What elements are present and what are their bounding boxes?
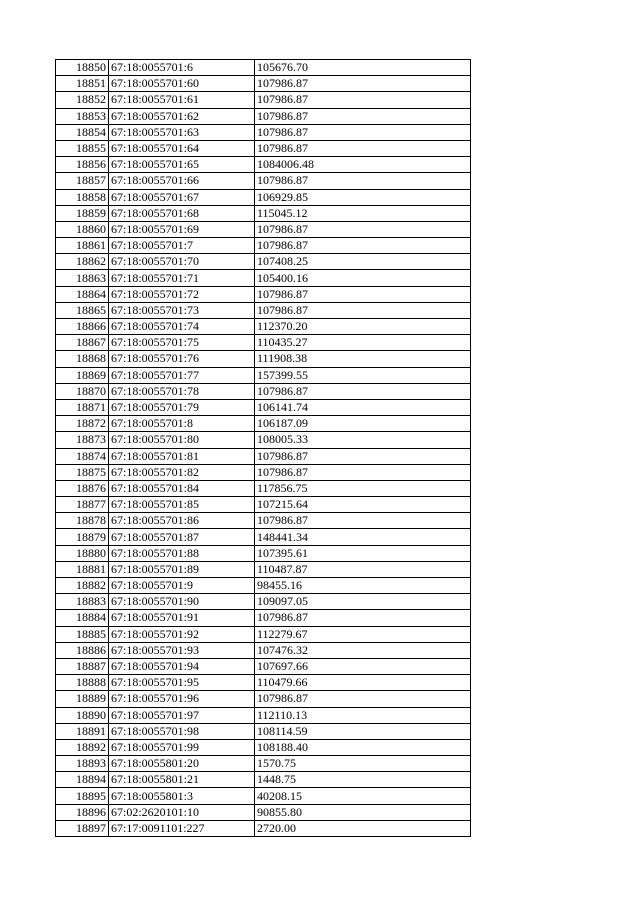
cadastral-value-cell: 110479.66 <box>255 675 471 691</box>
row-number-cell: 18864 <box>56 286 109 302</box>
row-number-cell: 18868 <box>56 351 109 367</box>
cadastral-number-cell: 67:18:0055801:20 <box>109 756 255 772</box>
cadastral-value-cell: 107986.87 <box>255 221 471 237</box>
row-number-cell: 18862 <box>56 254 109 270</box>
cadastral-number-cell: 67:18:0055701:72 <box>109 286 255 302</box>
cadastral-value-cell: 110435.27 <box>255 335 471 351</box>
cadastral-number-cell: 67:18:0055701:94 <box>109 658 255 674</box>
cadastral-value-cell: 148441.34 <box>255 529 471 545</box>
cadastral-number-cell: 67:18:0055701:64 <box>109 140 255 156</box>
cadastral-number-cell: 67:18:0055701:78 <box>109 383 255 399</box>
row-number-cell: 18872 <box>56 416 109 432</box>
table-row <box>56 270 471 286</box>
table-row <box>56 756 471 772</box>
table-row <box>56 92 471 108</box>
row-number-cell: 18877 <box>56 497 109 513</box>
cadastral-number-cell: 67:18:0055701:88 <box>109 545 255 561</box>
cadastral-value-cell: 106187.09 <box>255 416 471 432</box>
row-number-cell: 18879 <box>56 529 109 545</box>
table-row <box>56 723 471 739</box>
table-row <box>56 254 471 270</box>
cadastral-number-cell: 67:18:0055701:62 <box>109 108 255 124</box>
cadastral-number-cell: 67:18:0055701:79 <box>109 399 255 415</box>
cadastral-value-cell: 107395.61 <box>255 545 471 561</box>
table-row <box>56 448 471 464</box>
table-row <box>56 335 471 351</box>
cadastral-number-cell: 67:18:0055701:97 <box>109 707 255 723</box>
cadastral-value-cell: 98455.16 <box>255 578 471 594</box>
cadastral-value-cell: 1570.75 <box>255 756 471 772</box>
table-row <box>56 788 471 804</box>
cadastral-value-cell: 107986.87 <box>255 140 471 156</box>
cadastral-number-cell: 67:18:0055701:60 <box>109 76 255 92</box>
row-number-cell: 18857 <box>56 173 109 189</box>
cadastral-number-cell: 67:18:0055701:98 <box>109 723 255 739</box>
cadastral-number-cell: 67:18:0055701:80 <box>109 432 255 448</box>
row-number-cell: 18858 <box>56 189 109 205</box>
cadastral-number-cell: 67:18:0055701:76 <box>109 351 255 367</box>
row-number-cell: 18878 <box>56 513 109 529</box>
cadastral-value-cell: 157399.55 <box>255 367 471 383</box>
table-row <box>56 578 471 594</box>
table-row <box>56 464 471 480</box>
table-row <box>56 707 471 723</box>
row-number-cell: 18871 <box>56 399 109 415</box>
cadastral-value-cell: 107986.87 <box>255 76 471 92</box>
cadastral-number-cell: 67:18:0055801:3 <box>109 788 255 804</box>
row-number-cell: 18855 <box>56 140 109 156</box>
row-number-cell: 18896 <box>56 804 109 820</box>
table-row <box>56 675 471 691</box>
cadastral-value-cell: 107476.32 <box>255 642 471 658</box>
row-number-cell: 18859 <box>56 205 109 221</box>
cadastral-value-cell: 107986.87 <box>255 383 471 399</box>
cadastral-value-cell: 117856.75 <box>255 480 471 496</box>
cadastral-value-cell: 107986.87 <box>255 691 471 707</box>
row-number-cell: 18882 <box>56 578 109 594</box>
table-row <box>56 610 471 626</box>
cadastral-value-cell: 107986.87 <box>255 173 471 189</box>
table-row <box>56 529 471 545</box>
row-number-cell: 18873 <box>56 432 109 448</box>
row-number-cell: 18875 <box>56 464 109 480</box>
row-number-cell: 18880 <box>56 545 109 561</box>
cadastral-number-cell: 67:18:0055701:77 <box>109 367 255 383</box>
cadastral-number-cell: 67:18:0055701:84 <box>109 480 255 496</box>
table-row <box>56 416 471 432</box>
cadastral-number-cell: 67:18:0055701:89 <box>109 561 255 577</box>
cadastral-value-cell: 108005.33 <box>255 432 471 448</box>
table-row <box>56 173 471 189</box>
table-row <box>56 513 471 529</box>
table-row <box>56 60 471 76</box>
cadastral-number-cell: 67:18:0055701:9 <box>109 578 255 594</box>
cadastral-number-cell: 67:18:0055701:74 <box>109 319 255 335</box>
cadastral-value-cell: 107986.87 <box>255 302 471 318</box>
row-number-cell: 18893 <box>56 756 109 772</box>
row-number-cell: 18874 <box>56 448 109 464</box>
registry-table-body <box>56 60 471 837</box>
cadastral-number-cell: 67:18:0055701:92 <box>109 626 255 642</box>
cadastral-value-cell: 105400.16 <box>255 270 471 286</box>
table-row <box>56 383 471 399</box>
table-row <box>56 286 471 302</box>
cadastral-number-cell: 67:18:0055701:71 <box>109 270 255 286</box>
cadastral-number-cell: 67:18:0055801:21 <box>109 772 255 788</box>
cadastral-number-cell: 67:18:0055701:87 <box>109 529 255 545</box>
table-row <box>56 302 471 318</box>
cadastral-value-cell: 109097.05 <box>255 594 471 610</box>
row-number-cell: 18867 <box>56 335 109 351</box>
cadastral-value-cell: 111908.38 <box>255 351 471 367</box>
cadastral-value-cell: 40208.15 <box>255 788 471 804</box>
row-number-cell: 18885 <box>56 626 109 642</box>
cadastral-value-cell: 107215.64 <box>255 497 471 513</box>
table-row <box>56 140 471 156</box>
table-row <box>56 658 471 674</box>
row-number-cell: 18876 <box>56 480 109 496</box>
cadastral-number-cell: 67:18:0055701:90 <box>109 594 255 610</box>
cadastral-value-cell: 1084006.48 <box>255 157 471 173</box>
row-number-cell: 18891 <box>56 723 109 739</box>
cadastral-number-cell: 67:18:0055701:65 <box>109 157 255 173</box>
table-row <box>56 351 471 367</box>
table-row <box>56 205 471 221</box>
cadastral-value-cell: 107986.87 <box>255 92 471 108</box>
cadastral-value-cell: 107408.25 <box>255 254 471 270</box>
table-row <box>56 399 471 415</box>
cadastral-number-cell: 67:18:0055701:75 <box>109 335 255 351</box>
cadastral-value-cell: 90855.80 <box>255 804 471 820</box>
cadastral-value-cell: 112370.20 <box>255 319 471 335</box>
row-number-cell: 18856 <box>56 157 109 173</box>
row-number-cell: 18863 <box>56 270 109 286</box>
cadastral-value-cell: 108114.59 <box>255 723 471 739</box>
table-row <box>56 561 471 577</box>
row-number-cell: 18895 <box>56 788 109 804</box>
row-number-cell: 18886 <box>56 642 109 658</box>
cadastral-number-cell: 67:18:0055701:95 <box>109 675 255 691</box>
cadastral-number-cell: 67:18:0055701:96 <box>109 691 255 707</box>
row-number-cell: 18892 <box>56 739 109 755</box>
row-number-cell: 18865 <box>56 302 109 318</box>
table-row <box>56 432 471 448</box>
table-row <box>56 480 471 496</box>
cadastral-number-cell: 67:18:0055701:63 <box>109 124 255 140</box>
cadastral-value-cell: 110487.87 <box>255 561 471 577</box>
cadastral-number-cell: 67:18:0055701:70 <box>109 254 255 270</box>
cadastral-value-cell: 1448.75 <box>255 772 471 788</box>
table-row <box>56 820 471 836</box>
table-row <box>56 642 471 658</box>
cadastral-number-cell: 67:18:0055701:85 <box>109 497 255 513</box>
row-number-cell: 18888 <box>56 675 109 691</box>
row-number-cell: 18850 <box>56 60 109 76</box>
row-number-cell: 18861 <box>56 238 109 254</box>
row-number-cell: 18881 <box>56 561 109 577</box>
table-row <box>56 772 471 788</box>
row-number-cell: 18851 <box>56 76 109 92</box>
row-number-cell: 18883 <box>56 594 109 610</box>
cadastral-number-cell: 67:18:0055701:67 <box>109 189 255 205</box>
table-row <box>56 76 471 92</box>
table-row <box>56 594 471 610</box>
cadastral-value-cell: 107986.87 <box>255 610 471 626</box>
cadastral-number-cell: 67:18:0055701:93 <box>109 642 255 658</box>
cadastral-value-cell: 106141.74 <box>255 399 471 415</box>
cadastral-value-cell: 107986.87 <box>255 124 471 140</box>
cadastral-value-cell: 107986.87 <box>255 513 471 529</box>
table-row <box>56 691 471 707</box>
row-number-cell: 18887 <box>56 658 109 674</box>
table-row <box>56 221 471 237</box>
cadastral-value-cell: 107986.87 <box>255 108 471 124</box>
table-row <box>56 238 471 254</box>
table-row <box>56 367 471 383</box>
cadastral-number-cell: 67:18:0055701:7 <box>109 238 255 254</box>
cadastral-number-cell: 67:17:0091101:227 <box>109 820 255 836</box>
cadastral-number-cell: 67:18:0055701:66 <box>109 173 255 189</box>
cadastral-number-cell: 67:18:0055701:91 <box>109 610 255 626</box>
row-number-cell: 18860 <box>56 221 109 237</box>
table-row <box>56 157 471 173</box>
cadastral-value-cell: 107986.87 <box>255 286 471 302</box>
cadastral-number-cell: 67:18:0055701:8 <box>109 416 255 432</box>
cadastral-number-cell: 67:02:2620101:10 <box>109 804 255 820</box>
row-number-cell: 18852 <box>56 92 109 108</box>
row-number-cell: 18869 <box>56 367 109 383</box>
cadastral-number-cell: 67:18:0055701:73 <box>109 302 255 318</box>
row-number-cell: 18854 <box>56 124 109 140</box>
cadastral-number-cell: 67:18:0055701:68 <box>109 205 255 221</box>
row-number-cell: 18853 <box>56 108 109 124</box>
table-row <box>56 189 471 205</box>
row-number-cell: 18884 <box>56 610 109 626</box>
row-number-cell: 18894 <box>56 772 109 788</box>
table-row <box>56 545 471 561</box>
cadastral-number-cell: 67:18:0055701:61 <box>109 92 255 108</box>
cadastral-value-cell: 106929.85 <box>255 189 471 205</box>
table-row <box>56 804 471 820</box>
table-row <box>56 108 471 124</box>
cadastral-value-cell: 108188.40 <box>255 739 471 755</box>
registry-table <box>55 59 471 837</box>
cadastral-value-cell: 112110.13 <box>255 707 471 723</box>
cadastral-number-cell: 67:18:0055701:82 <box>109 464 255 480</box>
row-number-cell: 18866 <box>56 319 109 335</box>
table-row <box>56 739 471 755</box>
cadastral-value-cell: 105676.70 <box>255 60 471 76</box>
cadastral-value-cell: 2720.00 <box>255 820 471 836</box>
cadastral-number-cell: 67:18:0055701:69 <box>109 221 255 237</box>
row-number-cell: 18897 <box>56 820 109 836</box>
table-row <box>56 497 471 513</box>
cadastral-value-cell: 112279.67 <box>255 626 471 642</box>
row-number-cell: 18889 <box>56 691 109 707</box>
cadastral-number-cell: 67:18:0055701:81 <box>109 448 255 464</box>
cadastral-value-cell: 107986.87 <box>255 448 471 464</box>
table-row <box>56 319 471 335</box>
cadastral-number-cell: 67:18:0055701:6 <box>109 60 255 76</box>
table-row <box>56 626 471 642</box>
row-number-cell: 18890 <box>56 707 109 723</box>
table-row <box>56 124 471 140</box>
cadastral-value-cell: 107697.66 <box>255 658 471 674</box>
cadastral-value-cell: 107986.87 <box>255 464 471 480</box>
cadastral-value-cell: 107986.87 <box>255 238 471 254</box>
cadastral-number-cell: 67:18:0055701:86 <box>109 513 255 529</box>
row-number-cell: 18870 <box>56 383 109 399</box>
cadastral-number-cell: 67:18:0055701:99 <box>109 739 255 755</box>
cadastral-value-cell: 115045.12 <box>255 205 471 221</box>
